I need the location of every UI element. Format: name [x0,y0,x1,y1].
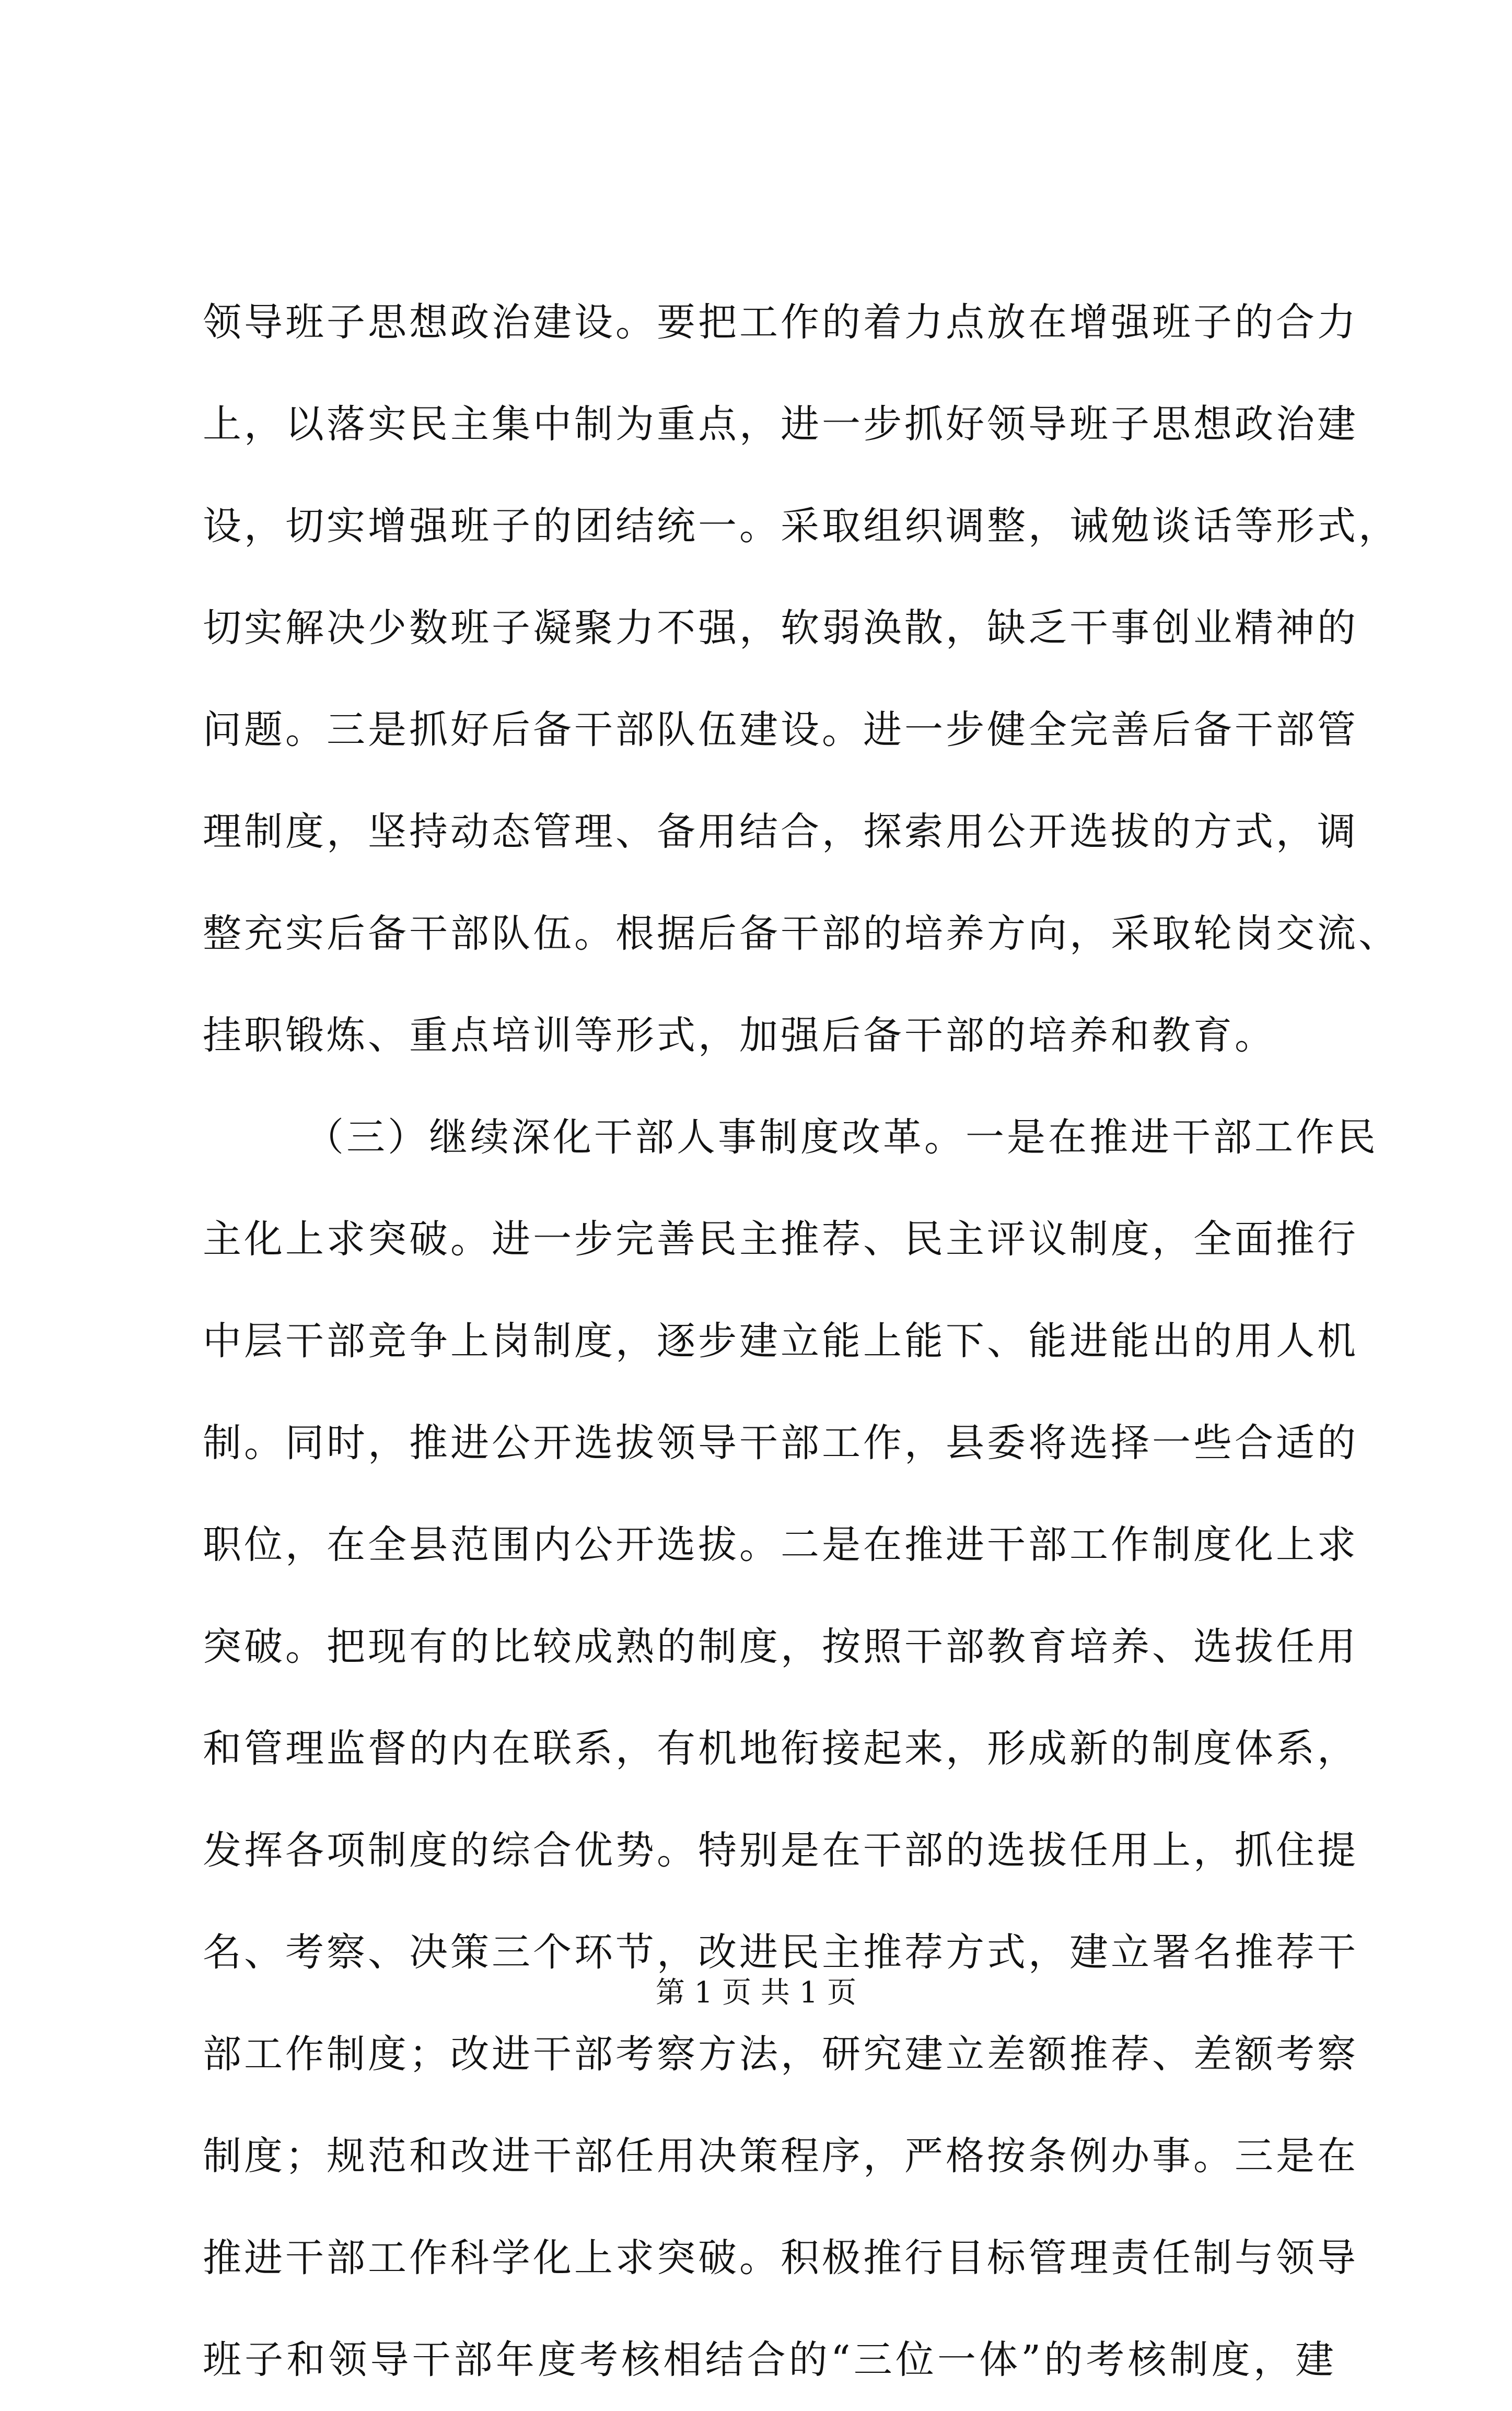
text-line: 问题。三是抓好后备干部队伍建设。进一步健全完善后备干部管 [203,707,1358,752]
text-line: 班子和领导干部年度考核相结合的“三位一体”的考核制度，建 [203,2337,1336,2382]
text-line: 主化上求突破。进一步完善民主推荐、民主评议制度，全面推行 [203,1217,1358,1262]
body-text [203,272,1400,2411]
text-line: 突破。把现有的比较成熟的制度，按照干部教育培养、选拔任用 [203,1624,1358,1669]
text-line: 设，切实增强班子的团结统一。采取组织调整，诫勉谈话等形式， [203,504,1400,549]
text-line: 上，以落实民主集中制为重点，进一步抓好领导班子思想政治建 [203,402,1358,447]
text-line: 挂职锻炼、重点培训等形式，加强后备干部的培养和教育。 [203,1013,1276,1058]
text-line: 部工作制度；改进干部考察方法，研究建立差额推荐、差额考察 [203,2032,1358,2077]
section-heading-line: （三）继续深化干部人事制度改革。一是在推进干部工作民 [305,1115,1378,1160]
text-line: 和管理监督的内在联系，有机地衔接起来，形成新的制度体系， [203,1726,1358,1771]
text-line: 理制度，坚持动态管理、备用结合，探索用公开选拔的方式，调 [203,809,1358,854]
text-line: 名、考察、决策三个环节，改进民主推荐方式，建立署名推荐干 [203,1930,1358,1975]
text-line: 职位，在全县范围内公开选拔。二是在推进干部工作制度化上求 [203,1522,1358,1567]
text-line: 制。同时，推进公开选拔领导干部工作，县委将选择一些合适的 [203,1420,1358,1465]
text-line: 领导班子思想政治建设。要把工作的着力点放在增强班子的合力 [203,300,1358,345]
text-line: 中层干部竞争上岗制度，逐步建立能上能下、能进能出的用人机 [203,1319,1358,1364]
text-line: 发挥各项制度的综合优势。特别是在干部的选拔任用上，抓住提 [203,1828,1358,1873]
text-line: 整充实后备干部队伍。根据后备干部的培养方向，采取轮岗交流、 [203,911,1400,956]
page-number-label: 第 1 页 共 1 页 [655,1976,857,2010]
text-line: 推进干部工作科学化上求突破。积极推行目标管理责任制与领导 [203,2235,1358,2280]
text-line: 切实解决少数班子凝聚力不强，软弱涣散，缺乏干事创业精神的 [203,605,1358,650]
text-line: 制度；规范和改进干部任用决策程序，严格按条例办事。三是在 [203,2134,1358,2179]
page-footer [0,1975,1512,2011]
